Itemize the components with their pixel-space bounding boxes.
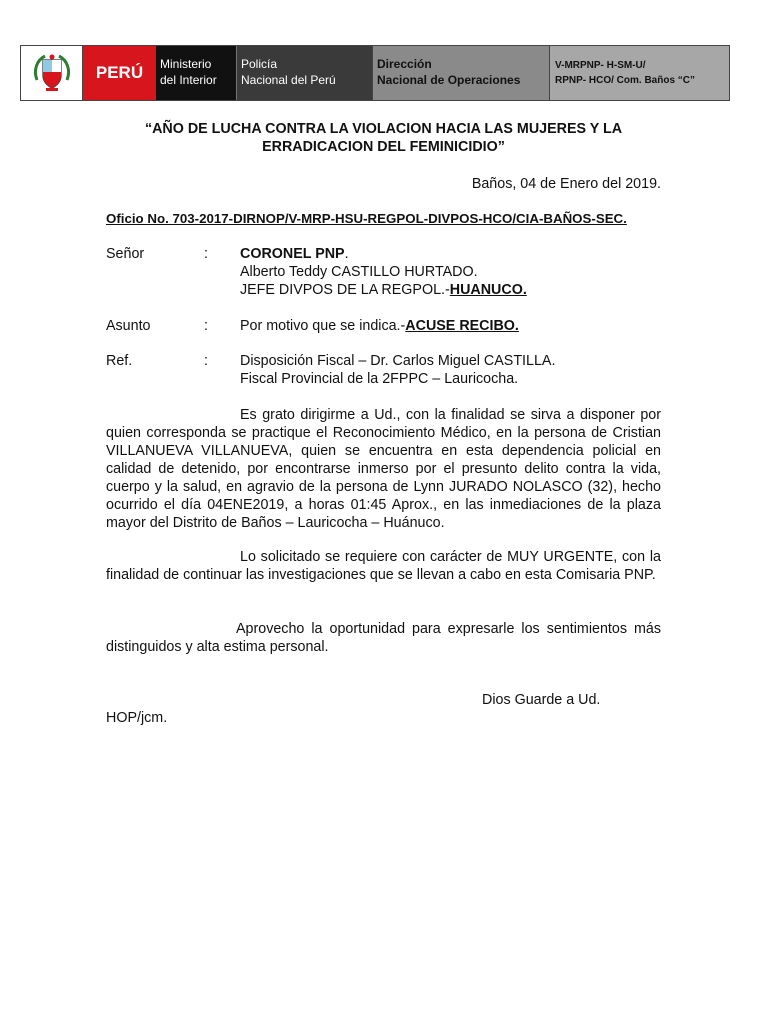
seal-cell bbox=[21, 46, 83, 100]
subject-label: Asunto bbox=[106, 318, 151, 334]
office-code-line2: RPNP- HCO/ Com. Baños “C” bbox=[555, 75, 696, 86]
subject-emphasis: ACUSE RECIBO. bbox=[405, 318, 519, 334]
recipient-name: Alberto Teddy CASTILLO HURTADO. bbox=[240, 264, 478, 280]
subject-text: Por motivo que se indica.- bbox=[240, 318, 406, 334]
reference-colon: : bbox=[204, 353, 208, 369]
subject-colon: : bbox=[204, 318, 208, 334]
peru-coat-of-arms-icon bbox=[29, 50, 75, 96]
office-code-cell bbox=[549, 46, 729, 100]
header-banner bbox=[20, 45, 730, 101]
recipient-rank-suffix: . bbox=[344, 246, 349, 262]
body-paragraph-2 bbox=[106, 548, 661, 584]
body-paragraph-1-text: Es grato dirigirme a Ud., con la finalidad se sirva a disponer por quien corresponda se practique el Reconocimiento Médico, en la persona de Cristian VILLANUEVA VILLANUEVA, quien se encuentra en esta dependencia policial en calidad de detenido, por encontrarse inmerso por el presunto delito contra la vida, cuerpo y la salud, en agravio de la persona de Lynn JURADO NOLASCO (32), hecho ocurrido el día 04ENE2019, a horas 01:45 Aprox., en las inmediaciones de la plaza mayor del Distrito de Baños – Lauricocha – Huánuco. bbox=[106, 407, 661, 531]
ministry-cell bbox=[156, 46, 236, 100]
recipient-position-place: HUANUCO. bbox=[449, 282, 527, 298]
direction-line2: Nacional de Operaciones bbox=[377, 73, 521, 87]
reference-line2: Fiscal Provincial de la 2FPPC – Lauricocha. bbox=[240, 371, 519, 387]
recipient-rank: CORONEL PNP bbox=[240, 246, 345, 262]
recipient-colon: : bbox=[204, 246, 208, 262]
recipient-label: Señor bbox=[106, 246, 145, 262]
ministry-line1: Ministerio bbox=[160, 57, 212, 71]
oficio-number: Oficio No. 703-2017-DIRNOP/V-MRP-HSU-REGPOL-DIVPOS-HCO/CIA-BAÑOS-SEC. bbox=[106, 211, 627, 226]
office-code-line1: V-MRPNP- H-SM-U/ bbox=[555, 60, 646, 71]
subject-line bbox=[240, 317, 519, 335]
police-line1: Policía bbox=[241, 57, 278, 71]
ministry-line2: del Interior bbox=[160, 73, 217, 87]
closing-salutation: Dios Guarde a Ud. bbox=[482, 692, 601, 708]
direction-cell bbox=[372, 46, 549, 100]
document-date: Baños, 04 de Enero del 2019. bbox=[471, 176, 661, 192]
body-paragraph-1 bbox=[106, 406, 661, 532]
year-motto: “AÑO DE LUCHA CONTRA LA VIOLACION HACIA LAS MUJERES Y LA ERRADICACION DEL FEMINICIDIO” bbox=[144, 121, 623, 155]
body-paragraph-3-text: Aprovecho la oportunidad para expresarle los sentimientos más distinguidos y alta estima personal. bbox=[106, 621, 661, 655]
police-line2: Nacional del Perú bbox=[241, 73, 336, 87]
country-cell: PERÚ bbox=[83, 46, 156, 100]
author-initials: HOP/jcm. bbox=[106, 710, 168, 726]
police-cell bbox=[236, 46, 372, 100]
body-paragraph-2-text: Lo solicitado se requiere con carácter de MUY URGENTE, con la finalidad de continuar las investigaciones que se llevan a cabo en esta Comisaria PNP. bbox=[106, 549, 661, 583]
body-paragraph-3 bbox=[106, 620, 661, 656]
recipient-position bbox=[240, 281, 527, 299]
direction-line1: Dirección bbox=[377, 57, 432, 71]
reference-label: Ref. bbox=[106, 353, 133, 369]
reference-line1: Disposición Fiscal – Dr. Carlos Miguel CASTILLA. bbox=[240, 353, 556, 369]
recipient-rank-line bbox=[240, 245, 349, 263]
recipient-position-prefix: JEFE DIVPOS DE LA REGPOL.- bbox=[240, 282, 450, 298]
